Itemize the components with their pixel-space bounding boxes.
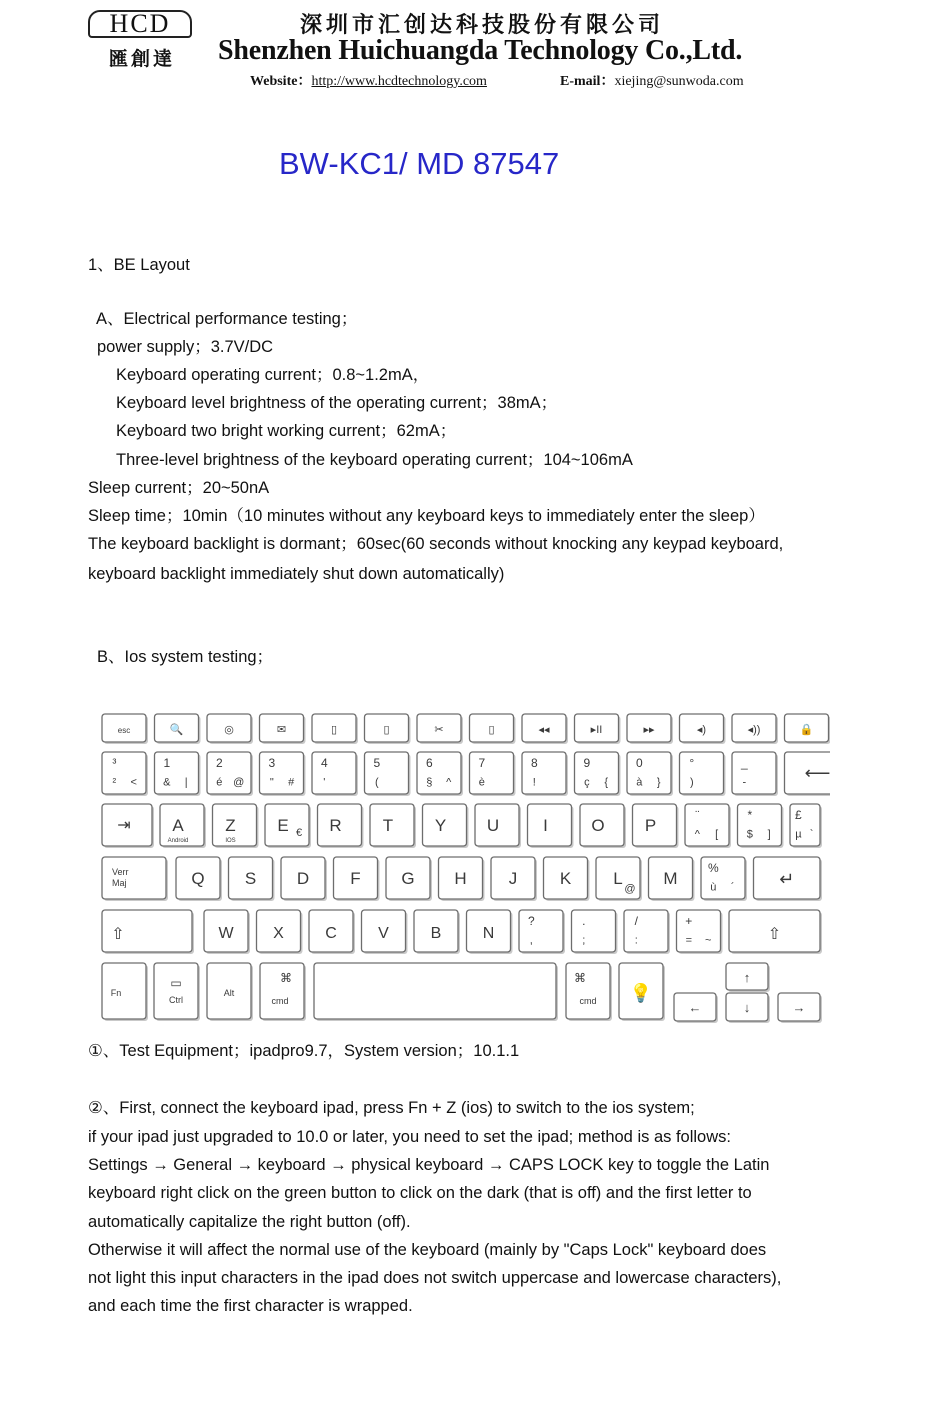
number-key-4-bottom-left-label: "	[269, 776, 274, 789]
note-line-6: Otherwise it will affect the normal use of the keyboard (mainly by "Caps Lock" keyboard does	[88, 1241, 767, 1259]
number-key-2-bottom-left-label: &	[163, 776, 171, 789]
key-r	[318, 804, 364, 848]
number-key-13-bottom-left-label: -	[742, 776, 747, 789]
function-key-icon-14: 🔒	[799, 724, 814, 736]
right-cmd-symbol: ⌘	[574, 971, 586, 985]
key-p-label: P	[644, 816, 657, 835]
backspace-key	[785, 752, 831, 796]
website-label: Website：	[250, 74, 312, 89]
company-logo	[88, 10, 194, 74]
function-key-7	[417, 714, 463, 744]
function-key-5	[312, 714, 358, 744]
number-key-2-bottom-right-label: |	[184, 776, 188, 789]
punct-key-r2-1	[685, 804, 731, 848]
logo-text: HCD	[109, 9, 171, 38]
keyboard-svg	[96, 706, 830, 1028]
punct-key-r2-3-bottom-left-label: µ	[795, 828, 802, 841]
punct-key-r2-2-bottom-right-label: ]	[767, 828, 771, 841]
key-a-label: A	[172, 816, 184, 835]
punct-key-r4-3-bottom-left-label: :	[634, 934, 638, 947]
punct-key-r2-3-top-label: £	[795, 808, 802, 823]
punct-key-r4-4-top-label: +	[685, 914, 693, 929]
function-key-1	[102, 714, 148, 744]
number-key-5	[312, 752, 358, 796]
key-o	[580, 804, 626, 848]
key-l	[596, 857, 642, 901]
key-j	[491, 857, 537, 901]
enter-key	[754, 857, 823, 901]
key-y-label: Y	[434, 816, 447, 835]
number-key-6	[365, 752, 411, 796]
power-supply-line: power supply；3.7V/DC	[97, 338, 274, 356]
note-line-4: keyboard right click on the green button to click on the dark (that is off) and the first letter to	[88, 1184, 752, 1202]
email-label: E-mail：	[560, 74, 615, 89]
contact-line	[250, 70, 744, 90]
key-h	[439, 857, 485, 901]
company-name-chinese: 深圳市汇创达科技股份有限公司	[300, 12, 665, 38]
number-key-4-top-label: 3	[268, 756, 276, 771]
punct-key-r2-1-top-label: ¨	[695, 808, 700, 823]
key-e-sublabel: €	[295, 827, 303, 839]
caps-lock-key	[102, 857, 168, 901]
function-key-icon-6: ▯	[383, 724, 390, 736]
punct-key-r2-3	[790, 804, 822, 848]
function-key-icon-13: ◂))	[747, 724, 761, 736]
test-equipment-line: ①、Test Equipment；ipadpro9.7，System version；10.1.1	[88, 1042, 520, 1060]
left-cmd-symbol: ⌘	[280, 971, 292, 985]
section-b-heading: B、Ios system testing；	[97, 648, 274, 666]
number-key-9-bottom-left-label: !	[532, 776, 536, 789]
key-w	[204, 910, 250, 954]
key-x	[257, 910, 303, 954]
number-key-5-bottom-left-label: '	[323, 776, 326, 789]
key-c-label: C	[325, 925, 337, 942]
number-key-10-bottom-right-label: {	[604, 776, 609, 789]
note-line-5: automatically capitalize the right button (off).	[88, 1213, 411, 1231]
key-a	[160, 804, 206, 848]
number-key-1-bottom-right-label: <	[130, 776, 137, 789]
left-cmd-key	[260, 963, 306, 1021]
key-b-label: B	[430, 925, 442, 942]
key-s-label: S	[244, 869, 257, 888]
function-key-icon-10: ▸II	[590, 724, 603, 736]
key-v-label: V	[378, 925, 389, 942]
key-h-label: H	[454, 869, 467, 888]
three-level-line: Three-level brightness of the keyboard operating current；104~106mA	[116, 451, 633, 469]
key-o-label: O	[591, 816, 605, 835]
function-key-icon-9: ◂◂	[538, 724, 550, 736]
key-d-label: D	[296, 869, 310, 888]
arrow-up-icon: ↑	[743, 970, 751, 985]
number-key-13	[732, 752, 778, 796]
left-shift-key	[102, 910, 194, 954]
number-key-3-top-label: 2	[215, 756, 223, 771]
key-m	[649, 857, 695, 901]
ctrl-key-label: Ctrl	[169, 995, 183, 1005]
punct-key-r4-4-bottom-left-label: =	[685, 934, 693, 947]
function-key-icon-5: ▯	[330, 724, 338, 736]
number-key-11-top-label: 0	[635, 756, 643, 771]
tab-icon: ⇥	[117, 817, 131, 834]
number-key-9	[522, 752, 568, 796]
number-key-3-bottom-left-label: é	[216, 776, 223, 789]
number-key-8-bottom-left-label: è	[478, 776, 485, 789]
function-key-icon-11: ▸▸	[643, 724, 655, 736]
backlight-dormant-line: The keyboard backlight is dormant；60sec(60 seconds without knocking any keypad keyboard,	[88, 535, 784, 553]
punct-key-r3-1-top-label: %	[707, 861, 719, 876]
keyboard-layout-diagram	[96, 706, 830, 1028]
caps-lock-label-1: Verr	[112, 867, 129, 877]
punct-key-r4-1	[519, 910, 565, 954]
key-q	[176, 857, 222, 901]
key-f-label: F	[350, 869, 361, 888]
arrow-up-key	[726, 963, 770, 992]
punct-key-r4-3	[624, 910, 670, 954]
punct-key-r4-2-bottom-left-label: ;	[582, 934, 586, 947]
key-c	[309, 910, 355, 954]
key-y	[423, 804, 469, 848]
two-bright-line: Keyboard two bright working current；62mA；	[116, 422, 457, 440]
punct-key-r4-1-top-label: ?	[527, 914, 535, 929]
number-key-4-bottom-right-label: #	[288, 776, 295, 789]
number-key-2-top-label: 1	[163, 756, 171, 771]
function-key-icon-2: 🔍	[169, 724, 184, 736]
right-cmd-label: cmd	[579, 996, 597, 1006]
key-z	[213, 804, 259, 848]
backlight-shutdown-line: keyboard backlight immediately shut down automatically)	[88, 565, 505, 583]
key-a-sublabel: Android	[167, 838, 189, 844]
key-d	[281, 857, 327, 901]
function-key-11	[627, 714, 673, 744]
key-t-label: T	[382, 816, 394, 835]
note-line-7: not light this input characters in the ipad does not switch uppercase and lowercase characters),	[88, 1269, 782, 1287]
function-key-9	[522, 714, 568, 744]
number-key-6-top-label: 5	[373, 756, 381, 771]
fn-key-label: Fn	[110, 988, 122, 998]
alt-key-label: Alt	[223, 988, 235, 998]
number-key-1-bottom-left-label: ²	[112, 776, 117, 789]
backlight-key	[619, 963, 665, 1021]
arrow-left-icon: ←	[688, 1000, 702, 1015]
number-key-2	[155, 752, 201, 796]
number-key-7-bottom-left-label: §	[426, 776, 433, 789]
function-key-icon-4: ✉	[276, 724, 287, 736]
number-key-11	[627, 752, 673, 796]
number-key-9-top-label: 8	[530, 756, 538, 771]
number-key-7-top-label: 6	[425, 756, 433, 771]
punct-key-r2-3-bottom-right-label: `	[809, 828, 814, 841]
number-key-13-top-label: _	[740, 756, 748, 771]
number-key-10-top-label: 9	[583, 756, 591, 771]
function-key-12	[680, 714, 726, 744]
logo-chinese-text: 匯創達	[108, 48, 175, 70]
key-g	[386, 857, 432, 901]
arrow-right-key	[778, 993, 822, 1023]
function-key-4	[260, 714, 306, 744]
number-key-3	[207, 752, 253, 796]
key-e-label: E	[277, 816, 289, 835]
backspace-arrow-icon: ⟵	[804, 763, 830, 783]
left-cmd-label: cmd	[271, 996, 289, 1006]
website-link[interactable]: http://www.hcdtechnology.com	[311, 74, 487, 89]
company-name-english: Shenzhen Huichuangda Technology Co.,Ltd.	[218, 35, 743, 66]
function-key-3	[207, 714, 253, 744]
alt-key	[207, 963, 253, 1021]
sleep-time-line: Sleep time；10min（10 minutes without any keyboard keys to immediately enter the sleep）	[88, 507, 765, 525]
tab-key	[102, 804, 154, 848]
punct-key-r4-3-top-label: /	[634, 914, 638, 929]
number-key-12-bottom-left-label: )	[689, 776, 694, 789]
key-g-label: G	[401, 869, 415, 888]
punct-key-r2-2-top-label: *	[747, 808, 753, 823]
right-shift-key	[729, 910, 822, 954]
key-q-label: Q	[191, 869, 205, 888]
key-l-sublabel: @	[624, 883, 636, 895]
number-key-12	[680, 752, 726, 796]
function-key-icon-1: esc	[117, 726, 131, 735]
punct-key-r4-4-bottom-right-label: ~	[704, 934, 712, 947]
key-i-label: I	[543, 816, 548, 835]
email-address[interactable]: xiejing@sunwoda.com	[614, 74, 744, 89]
function-key-icon-3: ◎	[224, 724, 234, 736]
function-key-13	[732, 714, 778, 744]
key-s	[229, 857, 275, 901]
number-key-4	[260, 752, 306, 796]
key-z-sublabel: IOS	[225, 838, 236, 844]
key-l-label: L	[613, 869, 623, 888]
punct-key-r3-1	[701, 857, 747, 901]
function-key-6	[365, 714, 411, 744]
key-k	[544, 857, 590, 901]
key-k-label: K	[559, 869, 572, 888]
function-key-14	[785, 714, 831, 744]
number-key-7-bottom-right-label: ^	[446, 776, 452, 789]
punct-key-r2-1-bottom-left-label: ^	[694, 828, 700, 841]
ctrl-keyboard-icon: ▭	[170, 976, 182, 990]
key-n	[467, 910, 513, 954]
punct-key-r4-2-top-label: .	[582, 914, 586, 929]
punct-key-r4-1-bottom-left-label: ,	[529, 934, 533, 947]
key-v	[362, 910, 408, 954]
space-bar	[314, 963, 558, 1021]
key-b	[414, 910, 460, 954]
right-cmd-key	[566, 963, 612, 1021]
punct-key-r4-4	[677, 910, 723, 954]
key-z-label: Z	[225, 816, 236, 835]
operating-current-line: Keyboard operating current；0.8~1.2mA，	[116, 366, 430, 384]
key-u	[475, 804, 521, 848]
section-1-heading: 1、BE Layout	[88, 256, 190, 274]
function-key-10	[575, 714, 621, 744]
number-key-8-top-label: 7	[478, 756, 486, 771]
sleep-current-line: Sleep current；20~50nA	[88, 479, 270, 497]
number-key-10	[575, 752, 621, 796]
number-key-11-bottom-right-label: }	[656, 776, 661, 789]
arrow-left-key	[674, 993, 718, 1023]
level-brightness-line: Keyboard level brightness of the operating current；38mA；	[116, 394, 558, 412]
fn-key	[102, 963, 148, 1021]
right-shift-icon: ⇧	[767, 926, 782, 943]
number-key-10-bottom-left-label: ç	[584, 776, 590, 789]
number-key-8	[470, 752, 516, 796]
function-key-2	[155, 714, 201, 744]
key-n-label: N	[482, 925, 495, 942]
key-u-label: U	[486, 816, 500, 835]
function-key-8	[470, 714, 516, 744]
email-block	[560, 70, 744, 90]
number-key-5-top-label: 4	[320, 756, 328, 771]
number-key-6-bottom-left-label: (	[374, 776, 379, 789]
punct-key-r4-2	[572, 910, 618, 954]
number-key-11-bottom-left-label: à	[636, 776, 643, 789]
key-j-label: J	[508, 869, 518, 888]
key-t	[370, 804, 416, 848]
note-line-8: and each time the first character is wrapped.	[88, 1297, 413, 1315]
number-key-1-top-label: ³	[112, 756, 117, 771]
key-w-label: W	[218, 925, 234, 942]
function-key-icon-8: ▯	[488, 724, 495, 736]
punct-key-r2-2	[738, 804, 784, 848]
key-m-label: M	[663, 869, 678, 888]
number-key-1	[102, 752, 148, 796]
key-f	[334, 857, 380, 901]
key-r-label: R	[329, 816, 342, 835]
model-title: BW-KC1/ MD 87547	[279, 146, 560, 181]
number-key-7	[417, 752, 463, 796]
note-line-3: Settings → General → keyboard → physical keyboard → CAPS LOCK key to toggle the Latin	[88, 1156, 770, 1174]
key-x-label: X	[273, 925, 284, 942]
punct-key-r2-2-bottom-left-label: $	[746, 828, 753, 841]
ctrl-key	[154, 963, 200, 1021]
note-line-2: if your ipad just upgraded to 10.0 or later, you need to set the ipad; method is as follows:	[88, 1128, 731, 1146]
arrow-down-icon: ↓	[743, 1000, 751, 1015]
key-e	[265, 804, 311, 848]
function-key-icon-12: ◂)	[696, 724, 707, 736]
section-a-heading: A、Electrical performance testing；	[96, 310, 358, 328]
key-i	[528, 804, 574, 848]
lightbulb-icon: 💡	[629, 983, 653, 1003]
arrow-down-key	[726, 993, 770, 1023]
key-p	[633, 804, 679, 848]
punct-key-r3-1-bottom-right-label: ´	[730, 881, 735, 894]
punct-key-r2-1-bottom-right-label: [	[715, 828, 719, 841]
punct-key-r3-1-bottom-left-label: ù	[710, 881, 717, 894]
function-key-icon-7: ✂	[434, 724, 444, 736]
arrow-right-icon: →	[792, 1000, 806, 1015]
enter-icon: ↵	[779, 869, 795, 889]
number-key-3-bottom-right-label: @	[233, 776, 245, 789]
note-line-1: ②、First, connect the keyboard ipad, press Fn + Z (ios) to switch to the ios system;	[88, 1099, 695, 1117]
caps-lock-label-2: Maj	[112, 878, 127, 888]
left-shift-icon: ⇧	[111, 926, 125, 943]
number-key-12-top-label: °	[689, 756, 695, 771]
